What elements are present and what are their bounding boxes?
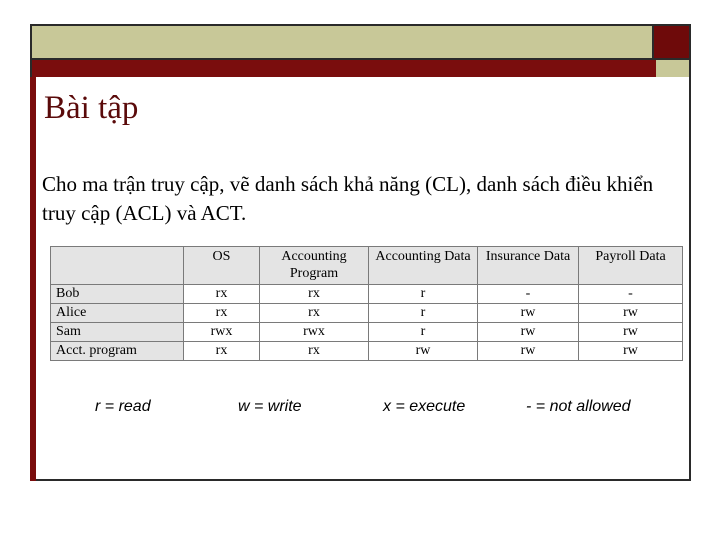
table-cell: rw xyxy=(579,304,683,323)
table-cell: rx xyxy=(260,304,369,323)
row-subject: Sam xyxy=(51,323,184,342)
slide-title: Bài tập xyxy=(44,90,139,126)
header-maroon-strip xyxy=(30,60,656,77)
table-header-insurance-data: Insurance Data xyxy=(478,247,579,285)
row-subject: Alice xyxy=(51,304,184,323)
header-corner-small-square xyxy=(656,60,691,77)
table-header-corner xyxy=(51,247,184,285)
access-matrix-table xyxy=(50,246,683,361)
table-cell: rw xyxy=(478,342,579,361)
table-cell: r xyxy=(369,323,478,342)
header-corner-square xyxy=(654,24,691,60)
table-cell: rw xyxy=(478,304,579,323)
table-cell: rwx xyxy=(260,323,369,342)
table-row xyxy=(51,342,683,361)
table-header-accounting-data: Accounting Data xyxy=(369,247,478,285)
table-cell: rx xyxy=(184,304,260,323)
table-header-accounting-program: Accounting Program xyxy=(260,247,369,285)
table-header-os: OS xyxy=(184,247,260,285)
table-cell: rwx xyxy=(184,323,260,342)
header-olive-bar xyxy=(30,24,654,60)
table-cell: - xyxy=(579,285,683,304)
table-row xyxy=(51,323,683,342)
table-cell: - xyxy=(478,285,579,304)
table-cell: r xyxy=(369,285,478,304)
table-cell: rw xyxy=(579,342,683,361)
table-cell: rx xyxy=(260,342,369,361)
table-cell: r xyxy=(369,304,478,323)
legend-execute: x = execute xyxy=(383,398,466,415)
table-cell: rw xyxy=(478,323,579,342)
slide-left-accent xyxy=(30,77,36,481)
table-cell: rx xyxy=(184,285,260,304)
slide-body-text: Cho ma trận truy cập, vẽ danh sách khả năng (CL), danh sách điều khiển truy cập (ACL) và ACT. xyxy=(42,172,654,225)
table-row xyxy=(51,285,683,304)
table-cell: rx xyxy=(184,342,260,361)
row-subject: Acct. program xyxy=(51,342,184,361)
table-header-payroll-data: Payroll Data xyxy=(579,247,683,285)
legend-not-allowed: - = not allowed xyxy=(526,398,631,415)
table-row xyxy=(51,304,683,323)
table-cell: rw xyxy=(369,342,478,361)
table-cell: rw xyxy=(579,323,683,342)
table-cell: rx xyxy=(260,285,369,304)
legend-write: w = write xyxy=(238,398,302,415)
legend-read: r = read xyxy=(95,398,151,415)
table-header-row xyxy=(51,247,683,285)
row-subject: Bob xyxy=(51,285,184,304)
